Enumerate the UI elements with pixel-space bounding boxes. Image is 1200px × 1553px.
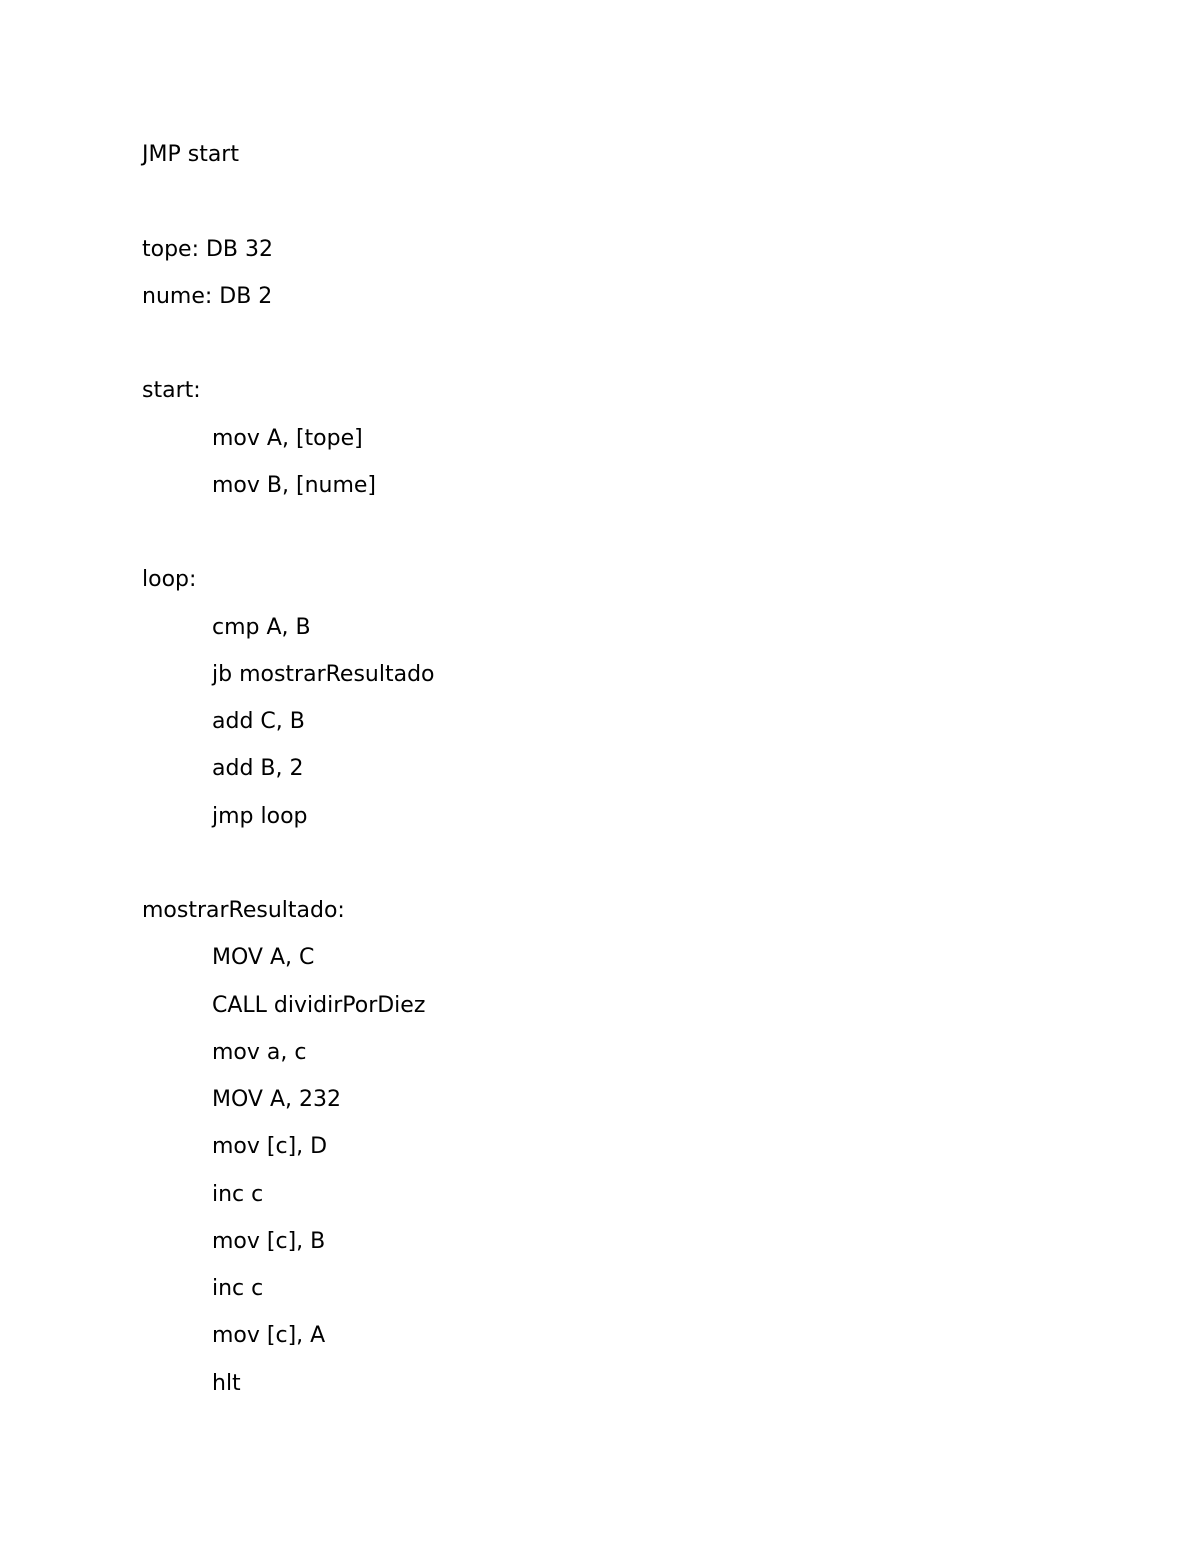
blank-line: [142, 847, 1102, 894]
blank-line: [142, 185, 1102, 232]
code-line-cmp: cmp A, B: [212, 614, 311, 640]
code-line-mov-a-tope: mov A, [tope]: [212, 425, 363, 451]
code-line-inc-c: inc c: [212, 1276, 264, 1301]
code-line-nume-declaration: nume: DB 2: [142, 283, 273, 309]
code-line-add-b-2: add B, 2: [212, 756, 304, 782]
code-line-mov-a-232: MOV A, 232: [212, 1087, 341, 1112]
code-line-jb: jb mostrarResultado: [212, 661, 435, 687]
code-line-mov-c-d: mov [c], D: [212, 1134, 328, 1160]
code-line-inc-c: inc c: [212, 1181, 264, 1207]
code-line-jmp-loop: jmp loop: [212, 803, 308, 829]
label-start: start:: [142, 378, 201, 404]
code-line-mov-c-b: mov [c], B: [212, 1228, 326, 1254]
code-line-jmp-start: JMP start: [142, 142, 239, 167]
code-line-mov-a-c: MOV A, C: [212, 945, 315, 971]
code-line-add-c-b: add C, B: [212, 709, 305, 734]
blank-line: [142, 327, 1102, 374]
code-line-tope-declaration: tope: DB 32: [142, 236, 274, 262]
label-mostrar-resultado: mostrarResultado:: [142, 898, 345, 923]
code-line-call: CALL dividirPorDiez: [212, 992, 426, 1018]
code-line-hlt: hlt: [212, 1370, 241, 1396]
blank-line: [142, 516, 1102, 563]
label-loop: loop:: [142, 567, 197, 593]
assembly-code-listing: [142, 138, 1102, 1414]
code-line-mov-b-nume: mov B, [nume]: [212, 472, 377, 498]
code-line-mov-a-c-lower: mov a, c: [212, 1039, 307, 1065]
code-line-mov-c-a: mov [c], A: [212, 1323, 326, 1349]
